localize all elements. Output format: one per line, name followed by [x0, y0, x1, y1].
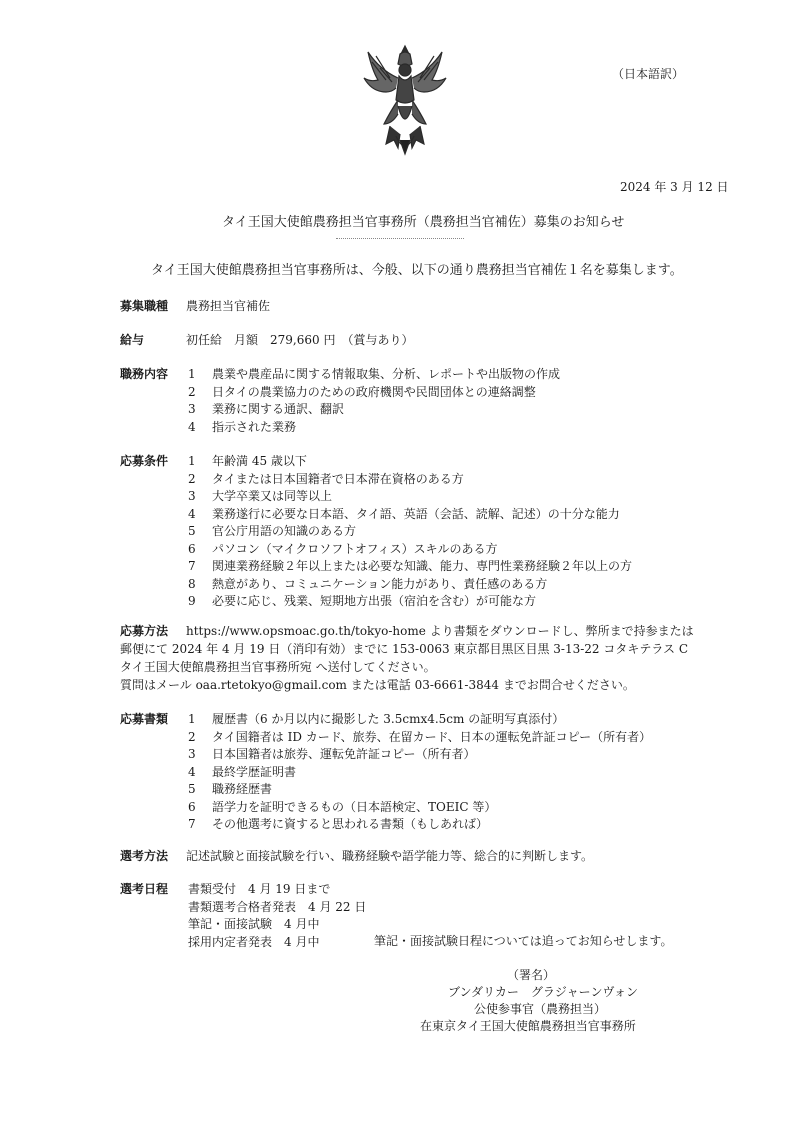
signatory-title: 公使参事官（農務担当）	[474, 1002, 607, 1016]
selection-value: 記述試験と面接試験を行い、職務経験や語学能力等、総合的に判断します。	[186, 849, 594, 863]
application-line-4: 質問はメール oaa.rtetokyo@gmail.com または電話 03-6661-3844 までお問合せください。	[120, 678, 635, 692]
list-item	[188, 710, 564, 728]
document-title: タイ王国大使館農務担当官事務所（農務担当官補佐）募集のお知らせ	[222, 215, 625, 230]
list-item-number: 5	[188, 782, 196, 796]
list-item-text: 指示された業務	[212, 419, 297, 434]
list-item	[188, 880, 330, 898]
application-line-3: タイ王国大使館農務担当官事務所宛 へ送付してください。	[120, 660, 436, 674]
application-label: 応募方法	[120, 624, 169, 638]
list-item	[188, 933, 319, 951]
list-item	[188, 418, 296, 436]
list-item-number: 8	[188, 576, 196, 591]
list-item-number: 4	[188, 419, 196, 434]
list-item-number: 4	[188, 506, 196, 521]
list-item-number: 6	[188, 541, 196, 556]
schedule-label: 選考日程	[120, 882, 169, 896]
list-item-text: その他選考に資すると思われる書類（もしあれば）	[212, 817, 489, 831]
list-item-number: 2	[188, 471, 196, 486]
list-item	[188, 540, 497, 558]
list-item	[188, 898, 366, 916]
list-item	[188, 557, 632, 575]
list-item	[188, 915, 319, 933]
list-item-text: 年齢満 45 歳以下	[212, 454, 307, 468]
list-item-text: 職務経歴書	[212, 782, 273, 796]
list-item	[188, 798, 496, 816]
list-item-text: 業務に関する通訳、翻訳	[212, 402, 345, 416]
requirements-label: 応募条件	[120, 454, 169, 468]
list-item	[188, 728, 651, 746]
list-item	[188, 522, 356, 540]
list-item	[188, 365, 560, 383]
list-item-text: 業務遂行に必要な日本語、タイ語、英語（会話、読解、記述）の十分な能力	[212, 506, 620, 521]
list-item	[188, 400, 344, 418]
list-item-number: 5	[188, 524, 196, 538]
list-item-text: 日本国籍者は旅券、運転免許証コピー（所有者）	[212, 747, 476, 761]
signatory-name: ブンダリカー グラジャーンヴォン	[448, 985, 638, 999]
list-item-number: 9	[188, 594, 196, 608]
list-item-number: 4	[188, 764, 196, 779]
list-item	[188, 763, 296, 781]
application-line-2: 郵便にて 2024 年 4 月 19 日（消印有効）までに 153-0063 東京都目黒区目黒 3-13-22 コタキテラス C	[120, 642, 689, 656]
document-date: 2024 年 3 月 12 日	[620, 180, 729, 194]
list-item	[188, 815, 488, 833]
list-item-number: 3	[188, 402, 196, 416]
title-divider	[336, 238, 464, 239]
list-item-text: 日タイの農業協力のための政府機関や民間団体との連絡調整	[212, 384, 536, 399]
list-item-text: 熱意があり、コミュニケーション能力があり、責任感のある方	[212, 576, 548, 591]
garuda-emblem-icon	[360, 40, 450, 160]
list-item-text: 大学卒業又は同等以上	[212, 489, 333, 503]
duties-label: 職務内容	[120, 367, 169, 381]
schedule-note: 筆記・面接試験日程については追ってお知らせします。	[374, 934, 673, 948]
position-label: 募集職種	[120, 299, 169, 313]
list-item-number: 7	[188, 559, 196, 573]
list-item	[188, 470, 464, 488]
list-item-number: 7	[188, 817, 196, 831]
list-item-number: 2	[188, 384, 196, 399]
list-item-text: パソコン（マイクロソフトオフィス）スキルのある方	[212, 541, 498, 556]
list-item	[188, 383, 536, 401]
list-item-text: 書類選考合格者発表 4 月 22 日	[188, 899, 367, 914]
list-item-text: タイ国籍者は ID カード、旅券、在留カード、日本の運転免許証コピー（所有者）	[212, 729, 652, 744]
list-item-number: 1	[188, 712, 196, 726]
salary-value: 初任給 月額 279,660 円 （賞与あり）	[186, 333, 414, 347]
list-item	[188, 780, 272, 798]
list-item-text: タイまたは日本国籍者で日本滞在資格のある方	[212, 471, 464, 486]
list-item	[188, 505, 620, 523]
list-item-text: 必要に応じ、残業、短期地方出張（宿泊を含む）が可能な方	[212, 594, 537, 608]
list-item-number: 1	[188, 367, 196, 381]
list-item-text: 農業や農産品に関する情報取集、分析、レポートや出版物の作成	[212, 367, 561, 381]
documents-label: 応募書類	[120, 712, 169, 726]
list-item	[188, 452, 307, 470]
list-item-number: 6	[188, 799, 196, 814]
position-value: 農務担当官補佐	[186, 299, 271, 313]
signatory-office: 在東京タイ王国大使館農務担当官事務所	[420, 1019, 636, 1033]
list-item-text: 履歴書（6 か月以内に撮影した 3.5cmx4.5cm の証明写真添付）	[212, 712, 565, 726]
translation-note: （日本語訳）	[612, 67, 685, 81]
list-item-text: 官公庁用語の知識のある方	[212, 524, 357, 538]
intro-paragraph: タイ王国大使館農務担当官事務所は、今般、以下の通り農務担当官補佐１名を募集します。	[151, 263, 683, 278]
list-item-number: 1	[188, 454, 196, 468]
list-item-text: 関連業務経験２年以上または必要な知識、能力、専門性業務経験２年以上の方	[212, 559, 633, 573]
list-item-text: 最終学歴証明書	[212, 764, 297, 779]
list-item-number: 3	[188, 747, 196, 761]
list-item-text: 筆記・面接試験 4 月中	[188, 917, 320, 931]
list-item	[188, 745, 476, 763]
list-item	[188, 592, 536, 610]
list-item-text: 採用内定者発表 4 月中	[188, 934, 320, 949]
signature-mark: （署名）	[507, 968, 556, 982]
selection-label: 選考方法	[120, 849, 169, 863]
list-item-number: 2	[188, 729, 196, 744]
list-item	[188, 487, 332, 505]
application-line-1: https://www.opsmoac.go.th/tokyo-home より書類をダウンロードし、弊所まで持参または	[186, 624, 694, 638]
list-item	[188, 575, 547, 593]
list-item-text: 語学力を証明できるもの（日本語検定、TOEIC 等）	[212, 799, 497, 814]
list-item-text: 書類受付 4 月 19 日まで	[188, 882, 331, 896]
list-item-number: 3	[188, 489, 196, 503]
salary-label: 給与	[120, 333, 145, 347]
